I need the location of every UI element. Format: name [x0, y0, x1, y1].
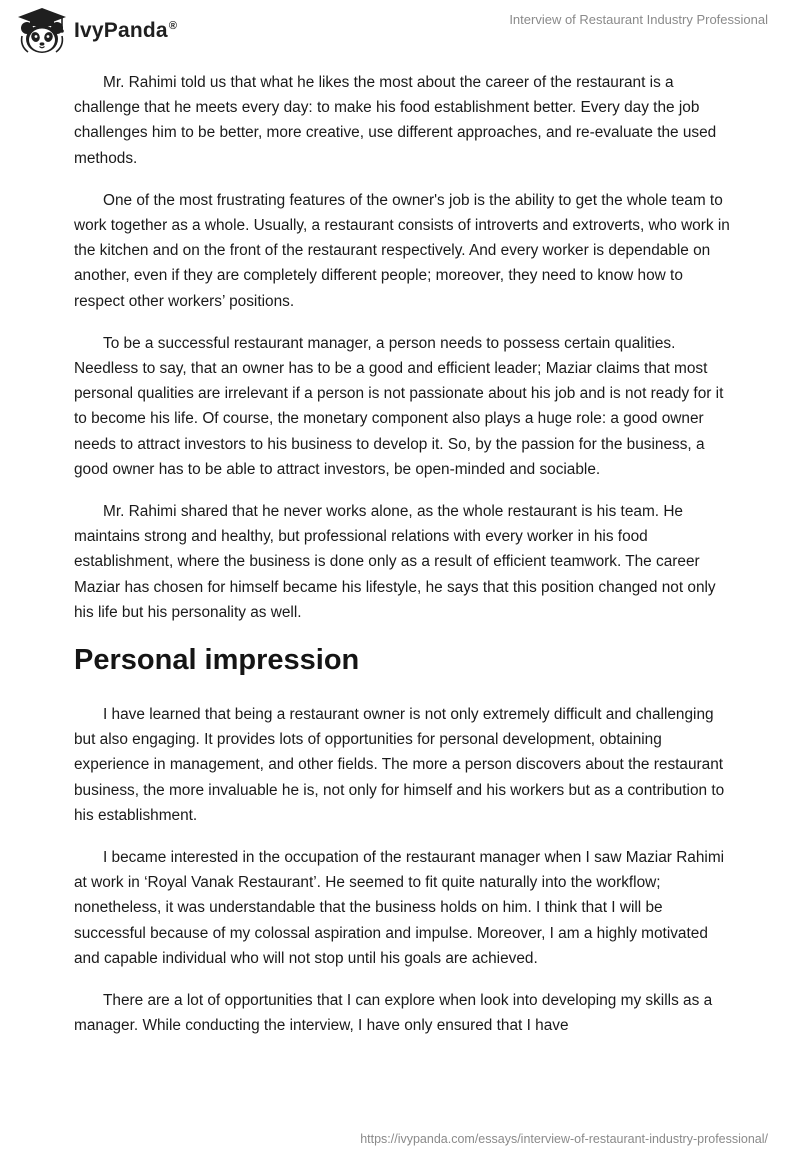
brand-name: IvyPanda®	[74, 19, 178, 42]
page-header	[0, 0, 800, 60]
document-title: Interview of Restaurant Industry Professional	[509, 12, 768, 27]
paragraph: Mr. Rahimi told us that what he likes the most about the career of the restaurant is a challenge that he meets every day: to make his food establishment better. Every day the job challenges him to be better, more creative, use different approaches, and re-evaluate the used methods.	[74, 74, 717, 167]
paragraph: To be a successful restaurant manager, a person needs to possess certain qualities. Needless to say, that an owner has to be a good and efficient leader; Maziar claims that most personal qualities are irrelevant if a person is not passionate about his job and is not ready for it to become his life. Of course, the monetary component also plays a huge role: a good owner needs to attract investors to his business to develop it. So, by the passion for the business, a good owner has to be able to attract investors, be open-minded and sociable.	[74, 334, 724, 478]
brand-logo[interactable]	[14, 6, 177, 56]
section-heading: Personal impression	[74, 644, 360, 677]
paragraph: I became interested in the occupation of the restaurant manager when I saw Maziar Rahimi at work in ‘Royal Vanak Restaurant’. He seemed to fit quite naturally into the workflow; nonetheless, it was understandable that the business holds on him. I think that I will be successful because of my colossal aspiration and impulse. Moreover, I am a highly motivated and capable individual who will not stop until his goals are achieved.	[74, 849, 725, 967]
paragraph: One of the most frustrating features of the owner's job is the ability to get the whole team to work together as a whole. Usually, a restaurant consists of introverts and extroverts, who work in the kitchen and on the front of the restaurant respectively. And every worker is dependable on another, even if they are completely different people; moreover, they need to know how to respect other workers’ positions.	[74, 191, 730, 310]
registered-mark: ®	[168, 20, 178, 32]
article-body	[74, 70, 734, 1056]
panda-graduate-icon	[14, 6, 70, 56]
paragraph: There are a lot of opportunities that I can explore when look into developing my skills as a manager. While conducting the interview, I have only ensured that I have	[74, 992, 713, 1035]
paragraph: I have learned that being a restaurant owner is not only extremely difficult and challenging but also engaging. It provides lots of opportunities for personal development, obtaining experience in management, and other fields. The more a person discovers about the restaurant business, the more invaluable he is, not only for himself and his workers but as a contribution to his establishment.	[74, 706, 725, 824]
source-url[interactable]: https://ivypanda.com/essays/interview-of-restaurant-industry-professional/	[360, 1132, 768, 1146]
paragraph: Mr. Rahimi shared that he never works alone, as the whole restaurant is his team. He maintains strong and healthy, but professional relations with every worker in his food establishment, where the business is done only as a result of efficient teamwork. The career Maziar has chosen for himself became his lifestyle, he says that this position changed not only his life but his personality as well.	[74, 503, 716, 621]
